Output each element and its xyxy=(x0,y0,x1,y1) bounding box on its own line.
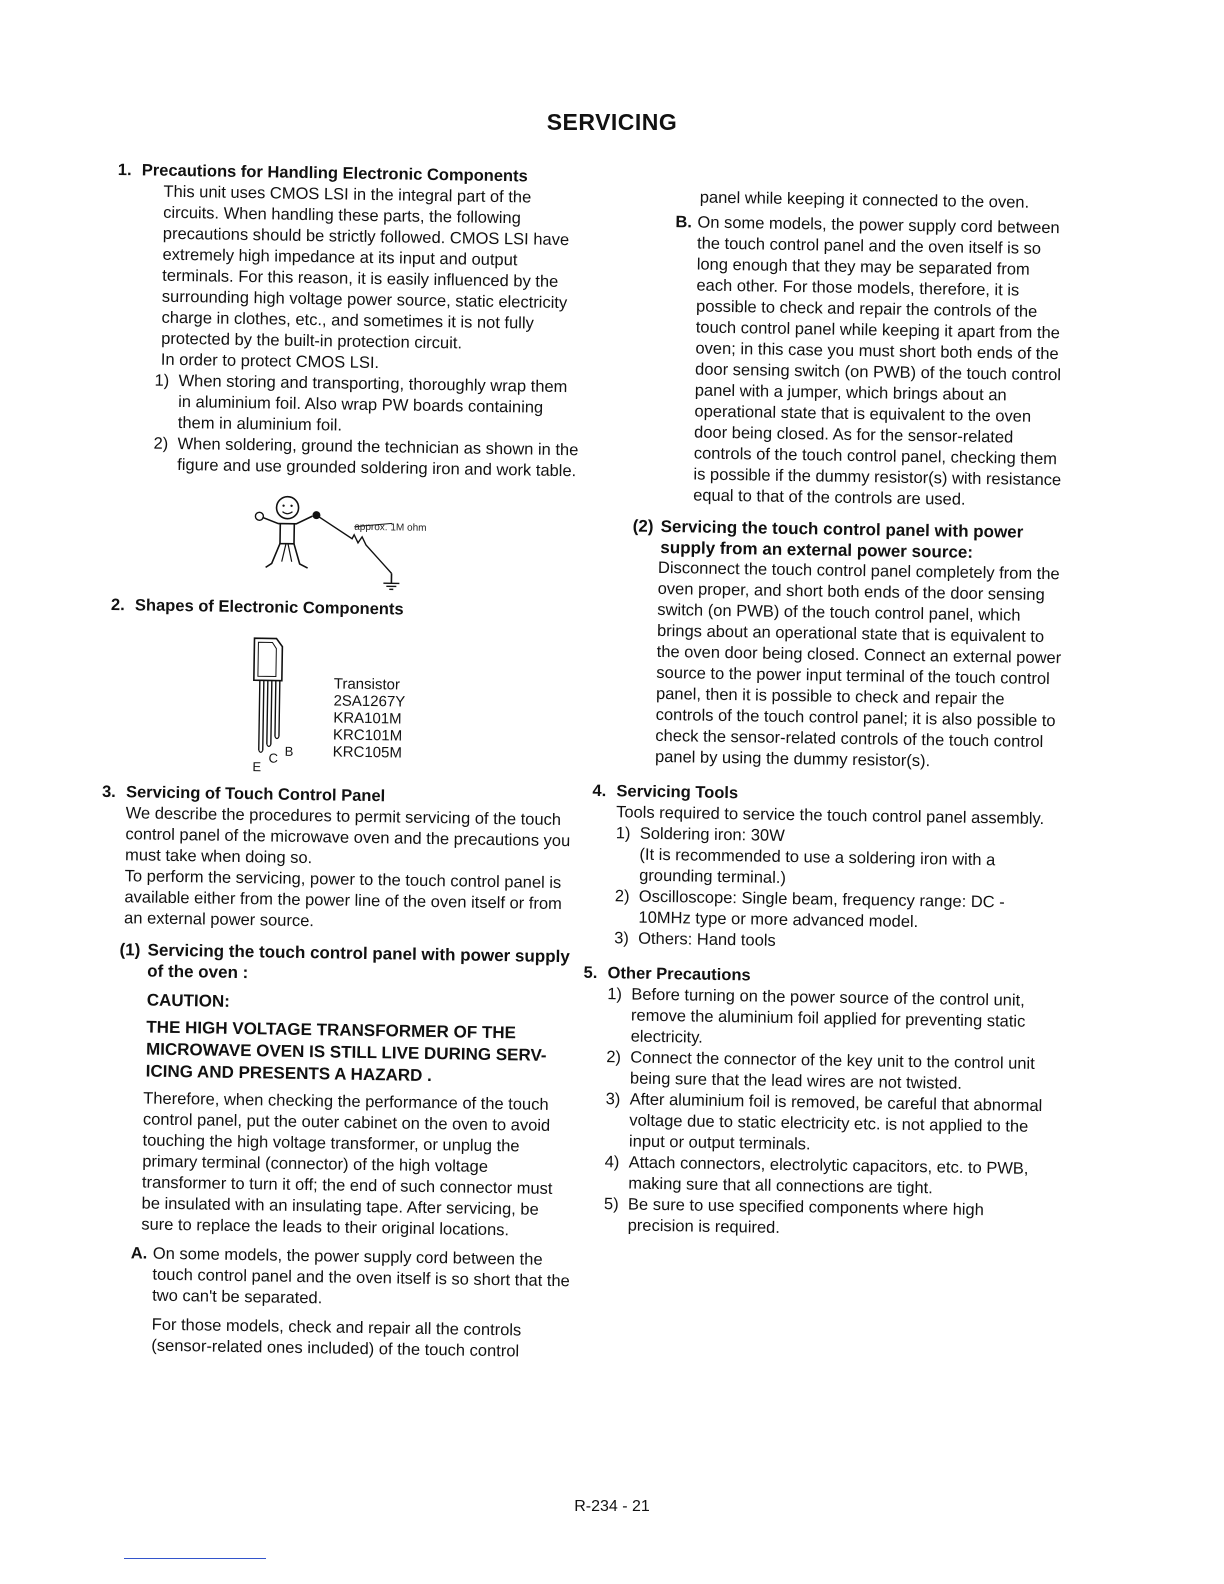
list-number xyxy=(615,844,640,886)
page-number: R-234 - 21 xyxy=(574,1498,650,1515)
part-label: Transistor xyxy=(333,675,401,694)
list-item xyxy=(615,844,1060,893)
list-item xyxy=(604,1152,1055,1201)
case-a-continuation-end: panel while keeping it connected to the oven. xyxy=(699,188,1030,212)
case-b xyxy=(671,212,1070,512)
section-3-paragraph-2: To perform the servicing, power to the touch control panel is available either from the power line of the oven itself or from an external power source. xyxy=(123,867,562,931)
grounded-technician-illustration xyxy=(241,493,542,594)
list-item xyxy=(153,434,584,483)
list-number: 1) xyxy=(615,824,631,843)
section-title: Servicing Tools xyxy=(616,782,739,803)
right-column xyxy=(583,186,1070,1243)
subsection-number: (1) xyxy=(119,940,141,960)
transistor-part-list xyxy=(333,675,406,761)
caution-label: CAUTION: xyxy=(146,990,231,1011)
subsection-1-heading xyxy=(119,939,576,988)
left-column xyxy=(99,160,588,1363)
list-text: Attach connectors, electrolytic capacitors, etc. to PWB, making sure that all connections are tight. xyxy=(628,1153,1029,1198)
part-label: KRA101M xyxy=(333,709,402,728)
section-1-paragraph: This unit uses CMOS LSI in the integral part of the circuits. When handling these parts, the following precautions should be strictly followed. CMOS LSI have extremely high impedance at its input and output terminals. For this reason, it is easily influenced by the surrounding high voltage power source, static electricity charge in clothes, etc., and sometimes it is not fully protected by the built-in protection circuit. xyxy=(161,182,570,353)
list-text: Before turning on the power source of the control unit, remove the aluminium foil applied for preventing static electricity. xyxy=(630,985,1026,1047)
subsection-title: Servicing the touch control panel with power supply from an external power source: xyxy=(660,516,1024,562)
subsection-1-paragraph: Therefore, when checking the performance of the touch control panel, put the outer cabinet on the oven to avoid touching the high voltage transformer, or unplug the primary terminal (connector) of the high voltage transformer to turn it off; the end of such connector must be insulated with an insulating tape. After servicing, be sure to replace the leads to their original locations. xyxy=(141,1089,553,1240)
case-text: On some models, the power supply cord between the touch control panel and the oven itself is so long enough that they may be separated from each other. For those models, therefore, it is possible to check and repair the controls of the touch control panel while keeping it apart from the oven; in this case you must short both ends of the door sensing switch (on PWB) of the touch control panel with a jumper, which brings about an operational state that is equivalent to the oven door being closed. As for the sensor-related controls of the touch control panel, checking them is possible if the dummy resistor(s) with resistance equal to that of the controls are used. xyxy=(693,213,1062,509)
list-number: 2) xyxy=(606,1048,622,1067)
grounding-figure xyxy=(111,491,582,594)
part-label: KRC105M xyxy=(332,743,403,762)
list-number: 1) xyxy=(607,985,623,1004)
section-title: Other Precautions xyxy=(607,964,751,985)
section-number: 4. xyxy=(592,781,607,801)
hazard-warning: THE HIGH VOLTAGE TRANSFORMER OF THE MICROWAVE OVEN IS STILL LIVE DURING SERV-ICING AND PRESENTS A HAZARD . xyxy=(145,1017,547,1086)
list-text: When storing and transporting, thoroughly wrap them in aluminium foil. Also wrap PW boards containing them in aluminium foil. xyxy=(177,371,568,435)
section-title: Servicing of Touch Control Panel xyxy=(125,783,386,806)
bottom-rule xyxy=(124,1558,266,1559)
subsection-2-heading xyxy=(632,516,1065,565)
section-number: 3. xyxy=(101,782,116,802)
section-2-heading xyxy=(111,595,581,623)
list-text: (It is recommended to use a soldering iron with a grounding terminal.) xyxy=(639,845,996,887)
list-text: Be sure to use specified components where high precision is required. xyxy=(627,1195,984,1237)
list-item xyxy=(154,371,585,441)
section-title: Shapes of Electronic Components xyxy=(134,596,404,619)
case-text: On some models, the power supply cord between the touch control panel and the oven itself is so short that the two can't be separated. xyxy=(152,1244,570,1308)
list-number: 4) xyxy=(604,1153,620,1172)
page-title: SERVICING xyxy=(546,109,678,135)
list-text: Connect the connector of the key unit to the control unit being sure that the lead wires are not twisted. xyxy=(629,1048,1035,1093)
section-number: 1. xyxy=(117,160,132,180)
part-label: 2SA1267Y xyxy=(333,692,406,711)
list-item xyxy=(605,1089,1056,1159)
list-number: 3) xyxy=(605,1090,621,1109)
pin-e-label: E xyxy=(252,759,262,775)
pin-c-label: C xyxy=(268,750,279,766)
section-4-paragraph: Tools required to service the touch control panel assembly. xyxy=(616,803,1045,829)
list-item xyxy=(606,984,1057,1054)
section-title: Precautions for Handling Electronic Components xyxy=(141,161,528,186)
case-letter: B. xyxy=(675,213,693,232)
list-item xyxy=(614,886,1059,935)
list-text: Others: Hand tools xyxy=(638,929,776,950)
list-item xyxy=(604,1194,1055,1243)
section-number: 5. xyxy=(583,963,598,983)
section-number: 2. xyxy=(110,595,125,615)
case-a xyxy=(130,1243,571,1313)
subsection-2-paragraph: Disconnect the touch control panel completely from the oven proper, and short both ends of the door sensing switch (on PWB) of the touch control panel, which brings about an operational state that is equivalent to the oven door being closed. Connect an external power source to the power input terminal of the touch control panel, then it is possible to check and repair the controls of the touch control panel; it is also possible to check the sensor-related controls of the touch control panel by using the dummy resistor(s). xyxy=(654,558,1062,771)
list-text: Soldering iron: 30W xyxy=(639,824,785,845)
list-number: 1) xyxy=(154,371,170,390)
subsection-title: Servicing the touch control panel with power supply of the oven : xyxy=(147,940,570,983)
part-label: KRC101M xyxy=(332,726,403,745)
transistor-figure xyxy=(108,626,580,783)
list-text: After aluminium foil is removed, be careful that abnormal voltage due to static electricity etc. is not applied to the input or output terminals. xyxy=(628,1090,1043,1154)
pin-b-label: B xyxy=(284,743,294,759)
list-text: When soldering, ground the technician as shown in the figure and use grounded soldering iron and work table. xyxy=(177,434,579,481)
list-text: Oscilloscope: Single beam, frequency range: DC - 10MHz type or more advanced model. xyxy=(638,887,1005,932)
list-item xyxy=(606,1047,1057,1096)
resistance-label: approx. 1M ohm xyxy=(354,521,427,534)
case-letter: A. xyxy=(130,1244,148,1263)
section-1-paragraph-2: In order to protect CMOS LSI. xyxy=(160,350,380,373)
section-3-paragraph: We describe the procedures to permit servicing of the touch control panel of the microwave oven and the precautions you must take when doing so. xyxy=(124,804,571,868)
list-number: 2) xyxy=(614,887,630,906)
subsection-number: (2) xyxy=(632,516,654,536)
list-number: 3) xyxy=(614,929,629,948)
list-number: 2) xyxy=(153,434,169,453)
list-number: 5) xyxy=(603,1195,619,1214)
case-a-continuation: For those models, check and repair all the controls (sensor-related ones included) of the touch control xyxy=(151,1315,522,1361)
